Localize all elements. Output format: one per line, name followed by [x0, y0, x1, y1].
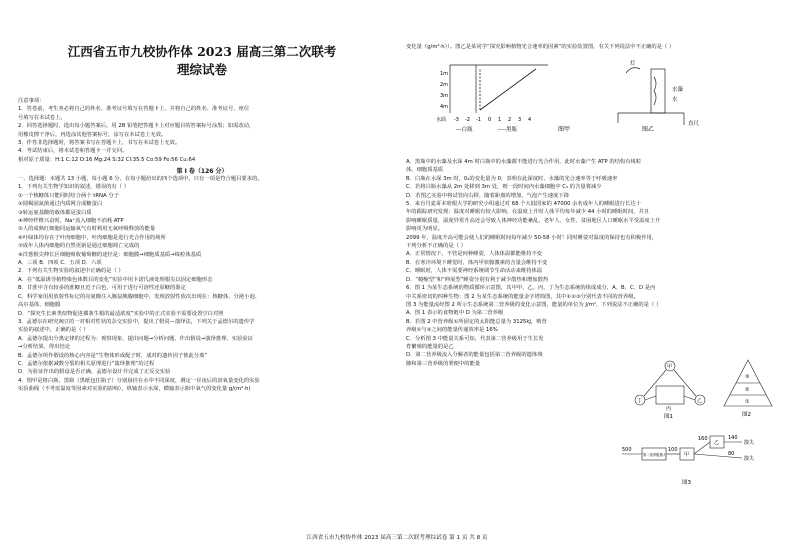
figure-2-pyramid [720, 358, 776, 420]
text-line: →分析结果、得出结论 [18, 344, 71, 351]
text-line: 相对原子质量：H:1 C:12 O:16 Mg:24 S:32 Cl:35.5 Co:59 Fe:56 Cu:64 [18, 156, 196, 163]
y-tick-2: 2m [440, 82, 449, 88]
x-tick: 0 [488, 117, 492, 123]
text-line: A．图 1 表示的食物链中 D 为第二营养级 [406, 310, 504, 317]
fig3-value-100: 100 [668, 447, 678, 453]
questions-left [18, 175, 386, 394]
x-tick: -2 [465, 117, 470, 123]
text-line: 5．来自丹麦哥本哈根大学的研究小组通过对 68 个大陆国家的 47000 余名成年人的睡眠进行长达十 [406, 201, 641, 208]
pyramid-level-1: ① [745, 399, 750, 405]
text-line: 用橡皮擦干净后，再选涂其他答案标号，涂写在本试卷上无效。 [18, 131, 167, 138]
text-line: 中关系密切的四种生物；图 2 为某生态系统的能量金字塔简图，其中①②③分别代表不同的营养级。 [406, 293, 639, 300]
lamp-label: 灯 [630, 61, 636, 67]
fig3-box-yi: 乙 [714, 440, 720, 446]
notes-block [18, 97, 386, 164]
fig3-loss-1: 散失 [744, 440, 755, 446]
text-line: 注意事项： [18, 98, 45, 104]
text-line: B．在寒冷环境下睡觉时，体内甲状腺激素的含量会维持不变 [406, 259, 548, 266]
fig3-value-160: 160 [698, 436, 708, 442]
y-tick-1: 1m [440, 71, 449, 77]
text-line: D．第二营养级流入分解者的能量包括第二营养级的遗体残 [406, 352, 543, 359]
text-line: D．若图乙实验中将试管向右移，随着距离的增加，气泡产生速度下降 [406, 192, 569, 199]
text-line: A．黑瓶中的水藻及水深 4m 时白瓶中的水藻都不能进行光合作用，此时水藻产生 ATP 的结构有线粒 [406, 159, 642, 165]
water-label: 水 [672, 97, 678, 103]
fig3-value-500: 500 [622, 447, 632, 453]
fig2-caption: 图2 [742, 412, 751, 418]
x-tick: 2 [508, 117, 512, 123]
text-line: D．为验证作出的假设是否正确，孟德尔设计并完成了正反交实验 [18, 369, 171, 376]
text-line: ①一个核糖体只能同时结合两个 tRNA 分子 [18, 192, 119, 199]
node-jia: 甲 [667, 364, 673, 370]
fig-jia-caption: 图甲 [558, 126, 571, 133]
figure-1-cycle [630, 358, 710, 420]
text-line: 高尔基体、细胞膜 [18, 302, 61, 309]
text-line: 下列分析不正确的是（ ） [406, 243, 466, 250]
legend-black: ----黑瓶 [498, 127, 517, 133]
fig3-loss-2: 散失 [744, 456, 755, 462]
text-line: 2．回答选择题时，选出每小题答案后，用 2B 铅笔把答题卡上对应题目的答案标号涂黑；如需改动， [18, 123, 255, 130]
pyramid-level-2: ② [745, 387, 750, 393]
text-line: 年的跟踪研究发现：温度对睡眠有较大影响，在温度上升时人体平均每年减少 44 小时的睡眠时间，并且 [406, 209, 650, 216]
section-header: 第 I 卷（126 分） [176, 168, 228, 175]
text-line: D．“探究生长素类似物促进插条生根的最适浓度”实验中的正式实验不需要设置空白对照 [18, 310, 224, 317]
text-line: D．“蜷缩型”和“伸展型”睡姿分别有利于减少散热和增加散热 [406, 276, 549, 283]
text-line: C．若将白瓶水藻从 2m 处移到 3m 处，则一段时间内水藻细胞中 C₃ 的含量将减少 [406, 184, 602, 191]
right-column [406, 0, 778, 530]
text-line: 实验的叙述中，正确的是（ ） [18, 327, 89, 334]
text-line: ⑦成年人体内细胞的自然更新是通过细胞凋亡完成的 [18, 243, 140, 250]
text-line: ⑤人的成熟红细胞同运输氧气有时利用无氧呼吸释放的能量 [18, 226, 156, 233]
text-line: 2．下列有关生物实验的叙述中正确的是（ ） [18, 268, 124, 275]
x-tick: 3 [518, 117, 522, 123]
text-line: C．孟德尔依据减数分裂的相关原理进行“演绎推理”的过程 [18, 360, 155, 367]
text-line: 2099 年，温度升高可能会使人们的睡眠时间每年减少 50-58 小时！同时睡姿对温度的保持也有积极作用， [406, 234, 658, 241]
x-tick: 1 [498, 117, 502, 123]
fig-yi-caption: 图乙 [642, 126, 655, 133]
figure-jia-yi [436, 55, 716, 135]
text-line: 体、细胞质基质 [406, 167, 444, 174]
x-tick: -3 [454, 117, 459, 123]
graph-axes [450, 65, 548, 113]
text-line: 图 3 为能量流经图 2 所示生态系统第二营养级的变化示意图，能量的单位为 J/m²，下列说法不正确的是（ ） [406, 301, 662, 308]
text-line: B．若图 2 中营养级①所固定的太阳能总量为 3125kJ，则营 [406, 318, 547, 325]
text-line: C．科学家用用放射性标记的亮氨酸注入豚鼠胰腺细胞中，发现放射性依次出现在：核糖体、分泌小泡、 [18, 293, 261, 300]
left-column [18, 0, 386, 530]
surface-label: 水面 [436, 117, 447, 123]
text-line: 影响睡眠质量，温度异常升高还会导致人体神经功能紊乱，老年人、女性、贫困地区人口睡眠水平受温度上升 [406, 217, 661, 224]
text-line: B．孟德尔所作假设的核心内容是“生物体形成配子时，成对的遗传因子彼此分离” [18, 352, 208, 359]
text-line: 号填写在本试卷上。 [18, 114, 66, 121]
legend-white: —白瓶 [456, 127, 473, 133]
x-tick: -1 [476, 117, 481, 123]
node-bing: 丙 [666, 406, 672, 412]
text-line: A．孟德尔提出分离定律的过程为：观察现象、提出问题→分析问题、作出假说→演绎推理、实验验证 [18, 335, 253, 342]
text-line: ⑥叶绿体均存在于叶肉细胞中，叶肉细胞是进行光合作用的场所 [18, 234, 166, 241]
text-line: 骸和第三营养级的粪便中的能量 [406, 360, 481, 367]
text-line: 一、选择题：本题共 13 小题，每小题 6 分，在每小题给出的四个选项中，只有一项是符合题目要求的。 [18, 176, 263, 182]
text-line: 4．考试结束后，将本试卷和答题卡一并交回。 [18, 148, 128, 155]
text-line: C．分析图 3 中能量关系可知，代表第二营养级用于生长发 [406, 335, 544, 342]
fig3-caption: 图3 [682, 480, 691, 486]
fig1-caption: 图1 [664, 414, 673, 420]
questions-right [406, 158, 778, 368]
text-line: ⑧洋葱根尖伸长区细胞吸收葡萄糖的途径是：细胞膜→细胞质基质→线粒体基质 [18, 251, 202, 258]
fig3-box-intake: 第二营养级摄入 [643, 453, 667, 457]
text-line: 养级①与②之间的能量传递效率是 16% [406, 327, 498, 334]
text-line: 影响更为明显。 [406, 226, 444, 233]
fig3-value-140: 140 [728, 435, 738, 441]
q4-continuation: 变化量（g/m²·h））。图乙是某同学“探究影响植物光合速率的因素”的实验装置图，有关下列说法中不正确的是（ ） [406, 44, 675, 50]
text-line: A．三项 B．四项 C．五项 D．六项 [18, 260, 102, 267]
text-line: 3．孟德尔在研究豌豆的一对相对性状的杂交实验中，提出了假说—演绎法，下列关于孟德尔的遗传学 [18, 318, 255, 325]
page-footer: 江西省五市九校协作体 2023 届高三第二次联考理综试卷 第 1 页 共 8 页 [306, 535, 488, 541]
text-line: A．正常情况下，不管是何种睡姿，人体体温都能维持不变 [406, 251, 543, 258]
exam-subtitle: 理综试卷 [176, 62, 227, 77]
pyramid-level-3: ③ [745, 374, 750, 380]
text-line: B．甘蔗中含有较多的蔗糖且近于白色，可用于进行可溶性还原糖的鉴定 [18, 285, 186, 292]
text-line: 实验曲线（不考虑温度等因素对实验的影响），纵轴表示水深，横轴表示瓶中氧气的变化量 g/(m²·h) [18, 386, 251, 393]
text-line: 1．答卷前，考生务必将自己的姓名、准考证号填写在答题卡上，并将自己的姓名、准考证号、座位 [18, 106, 250, 113]
y-tick-3: 3m [440, 93, 449, 99]
x-ticks [454, 117, 531, 123]
fig3-box-jia: 甲 [684, 452, 690, 458]
ruler-label: 直尺 [688, 121, 700, 127]
text-line: B．白瓶在水深 3m 时，0₂的变化量为 0，表明在此深度时，水藻的光合速率等于呼吸速率 [406, 175, 618, 182]
text-line: C．睡眠时，人体不需要神经系统调节生命活动来维持体温 [406, 268, 543, 275]
text-line: 育繁殖的能量的是乙 [406, 343, 454, 350]
figure-3-energy [618, 428, 778, 490]
text-line: ④神经纤维兴奋时，Na⁺流入细胞不消耗 ATP [18, 218, 124, 225]
white-bottle-line [480, 69, 536, 110]
exam-title: 江西省五市九校协作体 2023 届高三第二次联考 [67, 44, 337, 59]
text-line: 1．下列有关生物学知识的叙述，错误的有（ ） [18, 184, 129, 191]
x-tick: 4 [528, 117, 532, 123]
weed-label: 水藻 [672, 87, 684, 93]
text-line: 3．作答非选择题时，将答案书写在答题卡上，书写在本试卷上无效。 [18, 140, 181, 147]
text-line: 4．图甲是将白瓶、黑瓶（黑纸包住瓶子）分别悬挂在水中不同深度，测定一昼夜后的溶氧量变化的实验 [18, 377, 260, 384]
fig3-value-80: 80 [728, 451, 735, 457]
text-line: 6．图 1 为某生态系统的物质循环示意图，其中甲、乙、丙、丁为生态系统的组成成分，A、B、C、D 是丙 [406, 285, 656, 292]
node-ding: 丁 [637, 398, 643, 404]
y-tick-4: 4m [440, 104, 449, 110]
text-line: ③转运氨基酸的载体都是蛋白质 [18, 209, 92, 216]
text-line: ②圆褐固氮菌通过内质网合成糖蛋白 [18, 201, 103, 208]
text-line: A．在“低温诱导植物染色体数目的变化”实验中用卡诺氏液处理根尖以固定细胞形态 [18, 276, 213, 283]
node-yi: 乙 [697, 398, 703, 404]
